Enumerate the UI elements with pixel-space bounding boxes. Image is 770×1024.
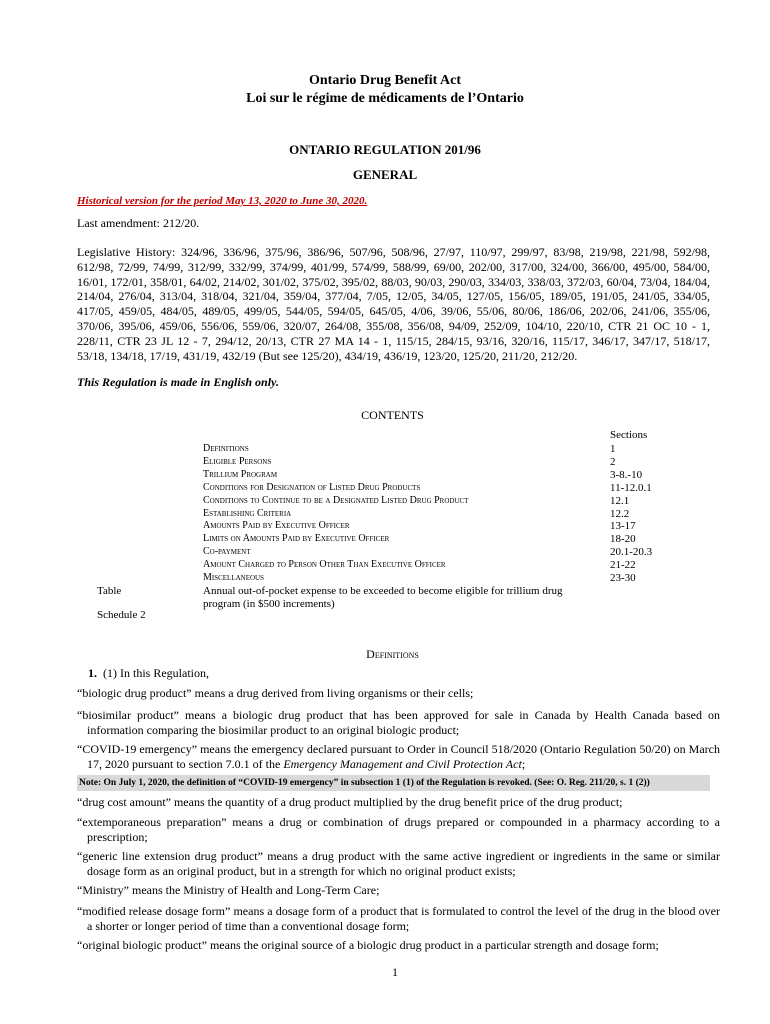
- toc-sections-amount-charged: 21-22: [610, 559, 636, 572]
- contents-heading: CONTENTS: [361, 408, 424, 422]
- toc-sections-establishing-criteria: 12.2: [610, 507, 630, 520]
- toc-item-conditions-continue[interactable]: Conditions to Continue to be a Designated Listed Drug Product: [203, 494, 469, 506]
- english-only-notice: This Regulation is made in English only.: [77, 375, 279, 389]
- toc-sections-trillium-program: 3-8.-10: [610, 468, 643, 481]
- toc-sections-definitions: 1: [610, 443, 616, 455]
- toc-schedule-2[interactable]: Schedule 2: [97, 609, 146, 621]
- definition-original-biologic-product: “original biologic product” means the original source of a biologic drug product in a particular strength and dosage form;: [77, 938, 659, 952]
- page-number: 1: [392, 965, 398, 979]
- covid-definition-end: ;: [521, 756, 526, 771]
- toc-sections-amounts-paid: 13-17: [610, 520, 636, 533]
- toc-sections-eligible-persons: 2: [610, 455, 616, 468]
- definition-drug-cost-amount: “drug cost amount” means the quantity of a drug product multiplied by the drug benefit price of the drug product;: [77, 795, 623, 809]
- toc-item-amounts-paid[interactable]: Amounts Paid by Executive Officer: [203, 520, 350, 532]
- definitions-heading: Definitions: [366, 647, 419, 661]
- section-intro-text: (1) In this Regulation,: [103, 666, 209, 680]
- toc-table-description[interactable]: Annual out-of-pocket expense to be exceeded to become eligible for trillium drug program (in $500 increments): [203, 585, 563, 610]
- sections-column-header: Sections: [610, 429, 648, 441]
- toc-item-miscellaneous[interactable]: Miscellaneous: [203, 572, 265, 584]
- toc-item-definitions[interactable]: Definitions: [203, 443, 249, 454]
- toc-sections-co-payment: 20.1-20.3: [610, 546, 653, 559]
- regulation-subtitle: GENERAL: [352, 167, 418, 182]
- covid-definition-text: “COVID-19 emergency” means the emergency declared pursuant to Order in Council 518/2020 (Ontario Regulation 50/20) on March 17, 2020 pursuant to section 7.0.1 of the: [77, 742, 720, 771]
- toc-section-numbers: [610, 443, 652, 585]
- act-title-english: Ontario Drug Benefit Act: [308, 73, 462, 88]
- section-number: 1.: [88, 666, 97, 680]
- historical-version-link[interactable]: Historical version for the period May 13, 2020 to June 30, 2020.: [77, 195, 368, 207]
- toc-item-co-payment[interactable]: Co-payment: [203, 546, 251, 558]
- act-title-french: Loi sur le régime de médicaments de l’Ontario: [246, 91, 524, 106]
- legislative-history: Legislative History: 324/96, 336/96, 375/96, 386/96, 507/96, 508/96, 27/97, 110/97, 299/97, 83/98, 219/98, 221/98, 592/98, 612/98, 72/99, 74/99, 312/99, 332/99, 374/99, 401/99, 574/99, 588/99, 69/00, 202/00, 317/00, 324/00, 366/00, 495/00, 584/00, 16/01, 172/01, 358/01, 64/02, 214/02, 301/02, 375/02, 395/02, 88/03, 90/03, 290/03, 334/03, 338/03, 372/03, 60/04, 73/04, 184/04, 214/04, 276/04, 313/04, 318/04, 321/04, 359/04, 377/04, 7/05, 12/05, 34/05, 127/05, 156/05, 189/05, 191/05, 241/05, 334/05, 417/05, 459/05, 484/05, 489/05, 499/05, 544/05, 594/05, 645/05, 4/06, 39/06, 55/06, 80/06, 186/06, 202/06, 241/06, 355/06, 370/06, 395/06, 459/06, 556/06, 559/06, 320/07, 264/08, 355/08, 356/08, 94/09, 252/09, 104/10, 220/10, CTR 21 OC 10 - 1, 228/11, CTR 23 JL 12 - 7, 294/12, 20/13, CTR 27 MA 14 - 1, 115/15, 284/15, 93/16, 320/16, 115/17, 346/17, 347/17, 518/17, 53/18, 134/18, 17/19, 431/19, 432/19 (But see 125/20), 434/19, 436/19, 123/20, 125/20, 211/20, 212/20.: [77, 245, 710, 363]
- last-amendment: Last amendment: 212/20.: [77, 216, 200, 230]
- revocation-note: Note: On July 1, 2020, the definition of “COVID-19 emergency” in subsection 1 (1) of the Regulation is revoked. (See: O. Reg. 211/20, s. 1 (2)): [77, 775, 710, 791]
- toc-sections-limits-amounts: 18-20: [610, 533, 636, 546]
- definition-ministry: “Ministry” means the Ministry of Health and Long-Term Care;: [77, 883, 380, 897]
- toc-table-label[interactable]: Table: [97, 585, 122, 597]
- toc-labels: [203, 443, 468, 585]
- toc-sections-miscellaneous: 23-30: [610, 572, 636, 585]
- toc-item-trillium-program[interactable]: Trillium Program: [203, 468, 278, 480]
- regulation-number: ONTARIO REGULATION 201/96: [289, 142, 481, 157]
- definition-biosimilar-product: “biosimilar product” means a biologic drug product that has been approved for sale in Canada by Health Canada based on information comparing the biosimilar product to an original biologic product;: [77, 708, 720, 737]
- definition-modified-release: “modified release dosage form” means a dosage form of a product that is formulated to control the level of the drug in the blood over a shorter or longer period of time than a conventional dosage form;: [77, 904, 720, 933]
- toc-item-conditions-designation[interactable]: Conditions for Designation of Listed Drug Products: [203, 481, 421, 493]
- toc-sections-conditions-continue: 12.1: [610, 494, 630, 507]
- toc-item-amount-charged[interactable]: Amount Charged to Person Other Than Executive Officer: [203, 559, 446, 571]
- toc-item-limits-amounts[interactable]: Limits on Amounts Paid by Executive Officer: [203, 533, 390, 545]
- toc-item-eligible-persons[interactable]: Eligible Persons: [203, 455, 272, 467]
- definition-generic-line-extension: “generic line extension drug product” means a drug product with the same active ingredient or ingredients in the same or similar dosage form as an original product, but in a strength for which no original product exists;: [77, 849, 720, 878]
- section-1-intro: [88, 666, 209, 681]
- toc-item-establishing-criteria[interactable]: Establishing Criteria: [203, 507, 292, 519]
- definition-covid-19-emergency: [77, 742, 720, 772]
- covid-act-name: Emergency Management and Civil Protection Act: [283, 756, 522, 771]
- toc-sections-conditions-designation: 11-12.0.1: [610, 481, 652, 494]
- definition-biologic-drug-product: “biologic drug product” means a drug derived from living organisms or their cells;: [77, 686, 474, 700]
- definition-extemporaneous-preparation: “extemporaneous preparation” means a drug or combination of drugs prepared or compounded in a pharmacy according to a prescription;: [77, 815, 720, 844]
